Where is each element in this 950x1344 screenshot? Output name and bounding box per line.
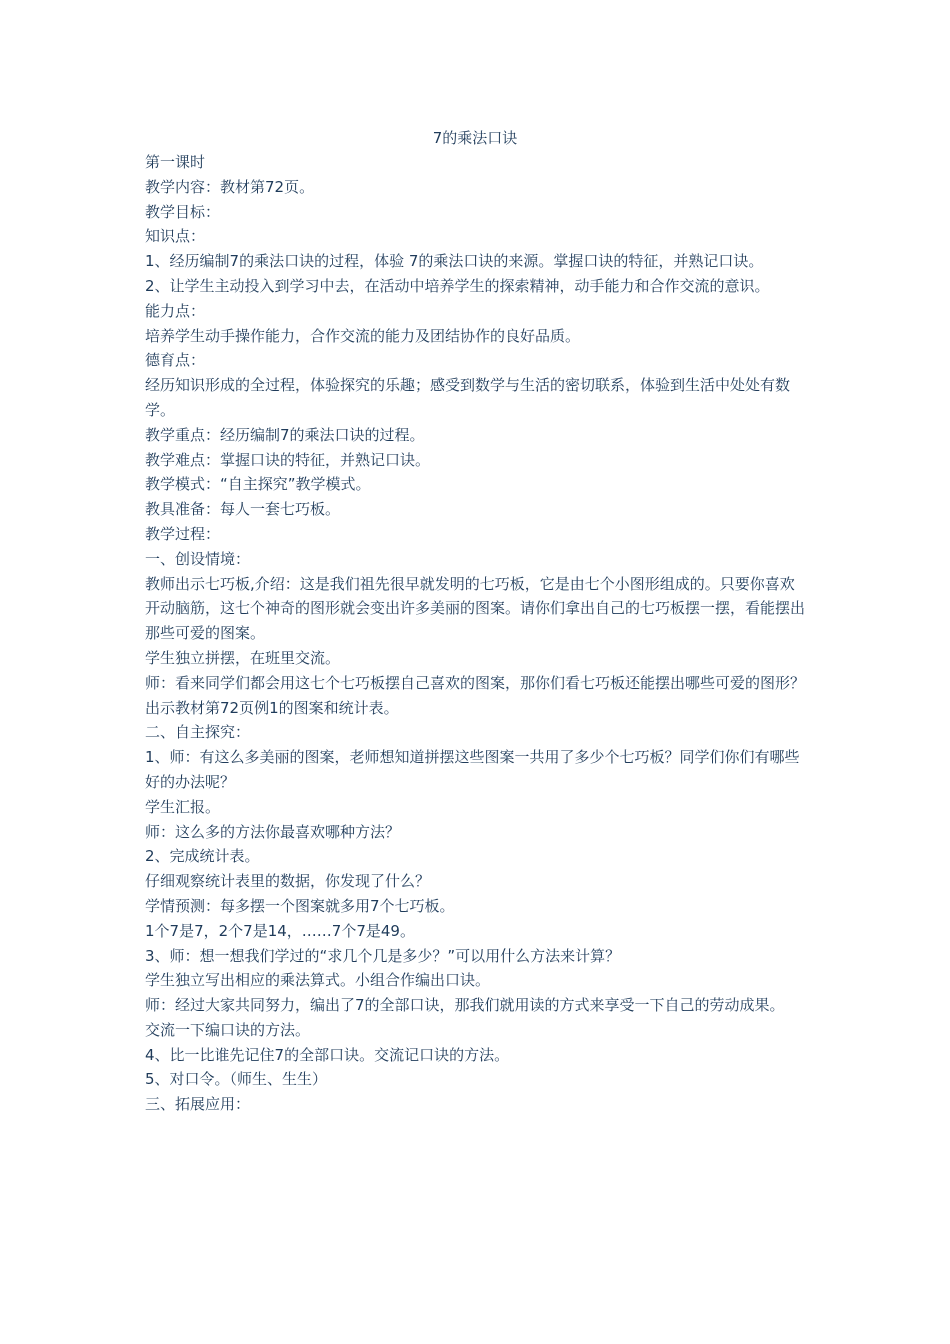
paragraph: 教学难点：掌握口诀的特征，并熟记口诀。 xyxy=(145,450,431,469)
paragraph: 师：看来同学们都会用这七个七巧板摆自己喜欢的图案，那你们看七巧板还能摆出哪些可爱的图形？ xyxy=(145,673,806,692)
paragraph: 交流一下编口诀的方法。 xyxy=(145,1020,311,1039)
paragraph: 教学重点：经历编制7的乘法口诀的过程。 xyxy=(145,425,425,444)
paragraph: 学生独立拼摆，在班里交流。 xyxy=(145,648,341,667)
paragraph: 教具准备：每人一套七巧板。 xyxy=(145,500,341,519)
paragraph: 教学模式：“自主探究”教学模式。 xyxy=(145,475,371,494)
paragraph: 第一课时 xyxy=(145,153,206,171)
paragraph: 二、自主探究： xyxy=(145,723,251,742)
paragraph: 1、师：有这么多美丽的图案，老师想知道拼摆这些图案一共用了多少个七巧板？同学们你们有哪些好的办法呢？ xyxy=(145,748,800,791)
paragraph: 学生汇报。 xyxy=(145,797,221,816)
paragraph: 3、师：想一想我们学过的“求几个几是多少？”可以用什么方法来计算？ xyxy=(145,946,621,965)
paragraph: 教学过程： xyxy=(145,524,221,543)
paragraph: 一、创设情境： xyxy=(145,549,251,568)
paragraph: 德育点： xyxy=(145,351,206,370)
paragraph: 知识点： xyxy=(145,227,206,246)
paragraph: 1个7是7，2个7是14，……7个7是49。 xyxy=(145,921,415,940)
paragraph: 教学内容：教材第72页。 xyxy=(145,177,315,196)
paragraph: 教师出示七巧板,介绍：这是我们祖先很早就发明的七巧板，它是由七个小图形组成的。只要你喜欢开动脑筋，这七个神奇的图形就会变出许多美丽的图案。请你们拿出自己的七巧板摆一摆，看能摆出那些可爱的图案。 xyxy=(145,574,806,643)
paragraph: 5、对口令。（师生、生生） xyxy=(145,1070,328,1089)
paragraph: 培养学生动手操作能力，合作交流的能力及团结协作的良好品质。 xyxy=(145,326,581,345)
paragraph: 能力点： xyxy=(145,301,206,320)
paragraph: 仔细观察统计表里的数据，你发现了什么？ xyxy=(145,872,431,891)
paragraph: 师：经过大家共同努力，编出了7的全部口诀，那我们就用读的方式来享受一下自己的劳动成果。 xyxy=(145,996,785,1015)
document-title: 7的乘法口诀 xyxy=(432,129,518,147)
paragraph: 教学目标： xyxy=(145,202,221,221)
paragraph: 4、比一比谁先记住7的全部口诀。交流记口诀的方法。 xyxy=(145,1045,510,1064)
paragraph: 2、完成统计表。 xyxy=(145,847,260,866)
paragraph: 经历知识形成的全过程，体验探究的乐趣；感受到数学与生活的密切联系，体验到生活中处处有数学。 xyxy=(145,376,791,419)
paragraph: 学情预测：每多摆一个图案就多用7个七巧板。 xyxy=(145,896,455,915)
document-body xyxy=(145,150,805,1117)
paragraph: 出示教材第72页例1的图案和统计表。 xyxy=(145,698,399,717)
paragraph: 1、经历编制7的乘法口诀的过程，体验 7的乘法口诀的来源。掌握口诀的特征，并熟记口诀。 xyxy=(145,252,764,271)
paragraph: 学生独立写出相应的乘法算式。小组合作编出口诀。 xyxy=(145,971,491,990)
paragraph: 三、拓展应用： xyxy=(145,1095,251,1114)
paragraph: 2、让学生主动投入到学习中去，在活动中培养学生的探索精神，动手能力和合作交流的意识。 xyxy=(145,276,770,295)
paragraph: 师：这么多的方法你最喜欢哪种方法？ xyxy=(145,822,401,841)
